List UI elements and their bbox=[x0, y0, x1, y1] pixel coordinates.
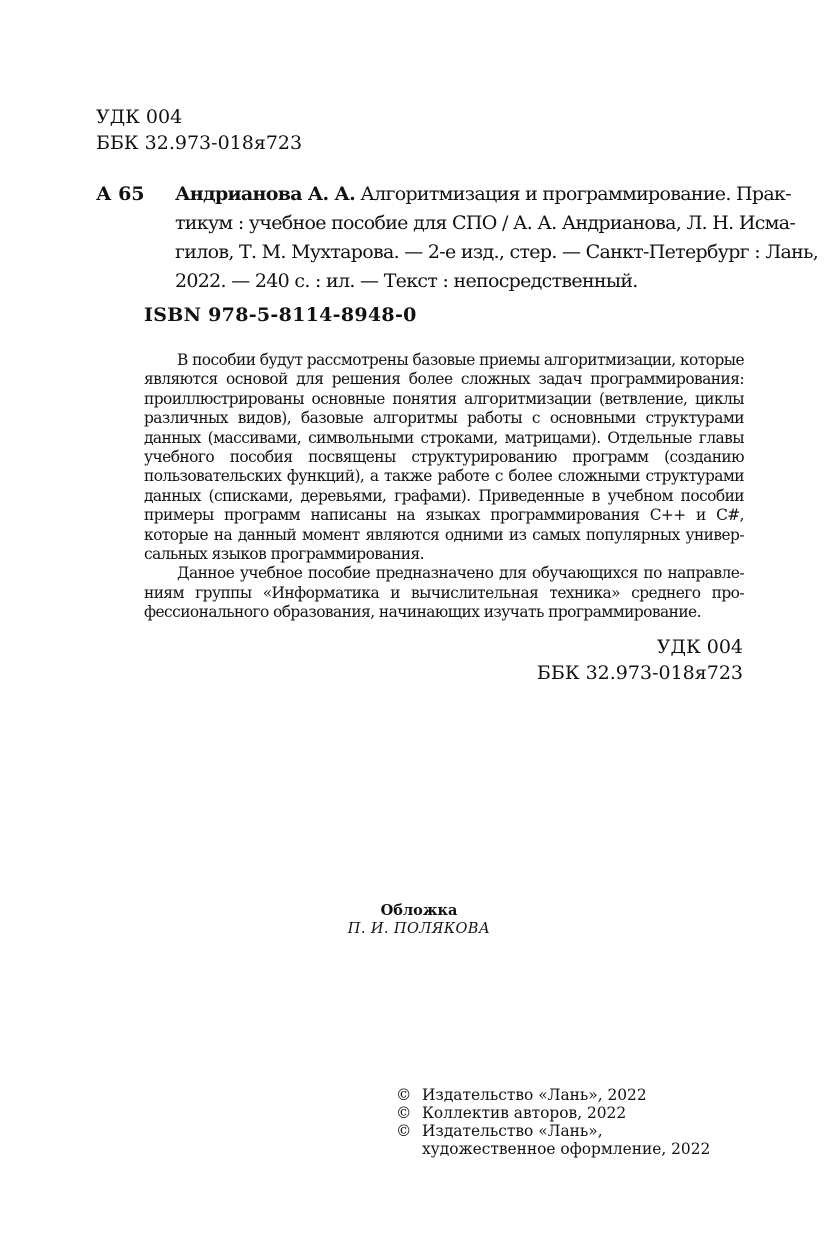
annotation-line: сальных языков программирования. bbox=[144, 545, 424, 564]
annotation-line: являются основой для решения более сложных задач программирования: bbox=[144, 370, 744, 389]
copyright-icon: © bbox=[396, 1122, 412, 1140]
copyright-continuation: художественное оформление, 2022 bbox=[422, 1140, 711, 1158]
bottom-classification bbox=[537, 634, 743, 686]
annotation-line: пользовательских функций), а также работе с более сложными структурами bbox=[144, 467, 744, 486]
annotation-line: данных (списками, деревьями, графами). Приведенные в учебном пособии bbox=[144, 486, 744, 505]
annotation-line: проиллюстрированы основные понятия алгоритмизации (ветвление, циклы bbox=[144, 389, 744, 408]
annotation bbox=[144, 351, 744, 623]
cover-label: Обложка bbox=[380, 902, 458, 919]
record-author: Андрианова А. А. bbox=[175, 183, 356, 205]
record-line bbox=[175, 180, 791, 209]
annotation-line: которые на данный момент являются одними из самых популярных универ- bbox=[144, 525, 744, 544]
author-mark: А 65 bbox=[96, 183, 145, 205]
bbk-code: ББК 32.973-018я723 bbox=[536, 662, 743, 684]
annotation-line: данных (массивами, символьными строками, матрицами). Отдельные главы bbox=[144, 428, 744, 447]
copyright-text: Издательство «Лань», bbox=[422, 1122, 603, 1140]
copyright-line bbox=[396, 1104, 710, 1122]
copyright-text: Коллектив авторов, 2022 bbox=[422, 1104, 627, 1122]
copyright-text: Издательство «Лань», 2022 bbox=[422, 1086, 647, 1104]
copyright-block bbox=[396, 1086, 710, 1158]
annotation-line: учебного пособия посвящены структурированию программ (созданию bbox=[144, 448, 744, 467]
annotation-line: В пособии будут рассмотрены базовые приемы алгоритмизации, которые bbox=[177, 351, 745, 369]
bbk-code: ББК 32.973-018я723 bbox=[96, 132, 303, 154]
cover-credit bbox=[0, 902, 827, 938]
udk-code: УДК 004 bbox=[656, 636, 743, 658]
top-classification bbox=[96, 104, 302, 156]
annotation-line: примеры программ написаны на языках программирования C++ и C#, bbox=[144, 506, 744, 525]
record-line: гилов, Т. М. Мухтарова. — 2-е изд., стер. — Санкт-Петербург : Лань, bbox=[175, 241, 819, 263]
isbn: ISBN 978-5-8114-8948-0 bbox=[144, 304, 417, 326]
bibliographic-record bbox=[175, 180, 819, 296]
annotation-line: Данное учебное пособие предназначено для обучающихся по направле- bbox=[177, 564, 744, 583]
copyright-icon: © bbox=[396, 1104, 412, 1122]
copyright-line bbox=[396, 1086, 710, 1104]
record-line: тикум : учебное пособие для СПО / А. А. Андрианова, Л. Н. Исма- bbox=[175, 212, 796, 234]
copyright-line bbox=[396, 1122, 710, 1140]
copyright-icon: © bbox=[396, 1086, 412, 1104]
annotation-line: различных видов), базовые алгоритмы работы с основными структурами bbox=[144, 409, 744, 428]
annotation-line: фессионального образования, начинающих изучать программирование. bbox=[144, 603, 701, 622]
annotation-line: ниям группы «Информатика и вычислительная техника» среднего про- bbox=[144, 583, 744, 602]
udk-code: УДК 004 bbox=[96, 106, 183, 128]
record-title: Алгоритмизация и программирование. Прак- bbox=[355, 183, 791, 205]
cover-artist: П. И. ПОЛЯКОВА bbox=[347, 921, 491, 937]
record-line: 2022. — 240 с. : ил. — Текст : непосредственный. bbox=[175, 270, 638, 292]
